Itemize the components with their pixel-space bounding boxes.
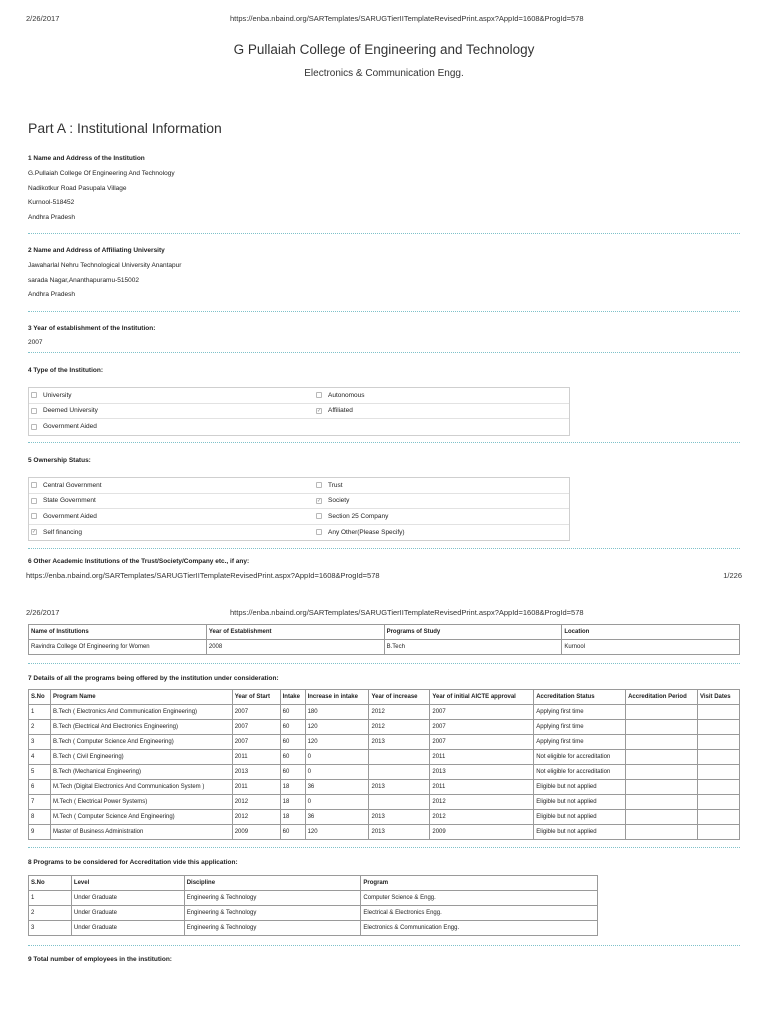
table-cell — [626, 810, 698, 825]
table-cell: Not eligible for accreditation — [534, 750, 626, 765]
table-cell: 60 — [280, 825, 305, 840]
table-cell — [697, 705, 739, 720]
table-cell: Computer Science & Engg. — [361, 891, 598, 906]
table-cell: 2007 — [232, 735, 280, 750]
table-cell: Applying first time — [534, 735, 626, 750]
table-cell: 60 — [280, 705, 305, 720]
option-row — [29, 478, 569, 494]
table-cell — [626, 780, 698, 795]
table-row — [29, 825, 740, 840]
table-cell — [697, 825, 739, 840]
table-cell: Under Graduate — [71, 891, 184, 906]
option-label: Society — [328, 497, 350, 505]
table-cell: Electronics & Communication Engg. — [361, 921, 598, 936]
table-cell: 2011 — [430, 750, 534, 765]
option-label: Trust — [328, 481, 343, 489]
table-cell: 2012 — [232, 810, 280, 825]
table-row — [29, 735, 740, 750]
option-trust[interactable] — [314, 482, 569, 489]
table-cell: Under Graduate — [71, 921, 184, 936]
table-cell — [626, 795, 698, 810]
table-row — [29, 921, 598, 936]
table-cell: 18 — [280, 795, 305, 810]
checkbox-icon[interactable] — [31, 498, 37, 504]
address-line: Andhra Pradesh — [28, 291, 75, 298]
programs-table — [28, 689, 740, 840]
table-cell: 4 — [29, 750, 51, 765]
question-7 — [28, 675, 740, 682]
question-title: 2 Name and Address of Affiliating University — [28, 247, 165, 254]
table-cell: M.Tech ( Electrical Power Systems) — [50, 795, 232, 810]
page-number: 1/226 — [723, 571, 742, 580]
institution-type-options — [28, 387, 570, 436]
address-line: Nadikotkur Road Pasupala Village — [28, 184, 127, 192]
table-row — [29, 891, 598, 906]
table-cell: Not eligible for accreditation — [534, 765, 626, 780]
table-cell — [369, 765, 430, 780]
option-row — [29, 419, 569, 435]
other-institutions-table — [28, 624, 740, 655]
section-divider — [28, 945, 740, 946]
table-header-row — [29, 876, 598, 891]
print-url: https://enba.nbaind.org/SARTemplates/SARUGTierIITemplateRevisedPrint.aspx?AppId=1608&ProgId=578 — [230, 608, 584, 617]
table-cell: 2012 — [430, 795, 534, 810]
table-cell — [697, 810, 739, 825]
table-cell: 60 — [280, 765, 305, 780]
column-header: Visit Dates — [697, 690, 739, 705]
option-label: Government Aided — [43, 512, 97, 520]
option-label: State Government — [43, 497, 96, 505]
table-cell: 60 — [280, 735, 305, 750]
table-cell — [697, 750, 739, 765]
option-label: Any Other(Please Specify) — [328, 528, 405, 536]
table-cell: 60 — [280, 720, 305, 735]
column-header: Location — [562, 625, 740, 640]
table-cell: Electrical & Electronics Engg. — [361, 906, 598, 921]
table-cell: Under Graduate — [71, 906, 184, 921]
table-cell: 2009 — [232, 825, 280, 840]
section-divider — [28, 442, 740, 443]
table-row — [29, 765, 740, 780]
ownership-status-options — [28, 477, 570, 541]
option-row — [29, 525, 569, 541]
option-affiliated[interactable] — [314, 407, 569, 414]
department-name: Electronics & Communication Engg. — [304, 68, 464, 79]
column-header: Year of initial AICTE approval — [430, 690, 534, 705]
table-cell: 2012 — [430, 810, 534, 825]
table-cell: 1 — [29, 705, 51, 720]
option-deemed-university[interactable] — [29, 407, 314, 414]
table-cell: B.Tech ( Computer Science And Engineering) — [50, 735, 232, 750]
question-title: 5 Ownership Status: — [28, 457, 91, 464]
table-cell: 0 — [305, 750, 369, 765]
checkbox-icon[interactable]: ✓ — [32, 529, 37, 536]
option-university[interactable] — [29, 392, 314, 399]
option-row — [29, 509, 569, 525]
column-header: Year of increase — [369, 690, 430, 705]
table-cell: Applying first time — [534, 720, 626, 735]
table-cell: 5 — [29, 765, 51, 780]
option-label: University — [43, 391, 72, 399]
table-cell — [626, 765, 698, 780]
section-divider — [28, 663, 740, 664]
section-divider — [28, 352, 740, 353]
question-title: 1 Name and Address of the Institution — [28, 155, 145, 162]
table-cell: 2 — [29, 906, 72, 921]
table-cell: 2011 — [430, 780, 534, 795]
table-cell: 120 — [305, 735, 369, 750]
column-header: Year of Establishment — [206, 625, 384, 640]
table-cell: 120 — [305, 720, 369, 735]
checkbox-icon[interactable] — [316, 482, 322, 488]
table-cell: 2007 — [430, 705, 534, 720]
table-cell: 2 — [29, 720, 51, 735]
table-header-row — [29, 690, 740, 705]
address-line: sarada Nagar,Ananthapuramu-515002 — [28, 276, 139, 284]
table-cell: 2007 — [430, 735, 534, 750]
table-cell: 2013 — [369, 780, 430, 795]
column-header: S.No — [29, 876, 72, 891]
table-cell: 6 — [29, 780, 51, 795]
table-cell: 9 — [29, 825, 51, 840]
table-cell: 2007 — [232, 705, 280, 720]
table-header-row — [29, 625, 740, 640]
question-6 — [28, 558, 740, 565]
column-header: Programs of Study — [384, 625, 562, 640]
table-cell: 0 — [305, 795, 369, 810]
section-divider — [28, 847, 740, 848]
option-self-financing[interactable] — [29, 529, 314, 536]
table-cell: 36 — [305, 780, 369, 795]
option-state-government[interactable] — [29, 497, 314, 504]
table-cell: 7 — [29, 795, 51, 810]
section-divider — [28, 311, 740, 312]
table-cell — [369, 795, 430, 810]
table-cell — [697, 765, 739, 780]
table-cell: B.Tech ( Civil Engineering) — [50, 750, 232, 765]
table-row — [29, 795, 740, 810]
question-title: 8 Programs to be considered for Accreditation vide this application: — [28, 859, 238, 866]
option-autonomous[interactable] — [314, 392, 569, 399]
option-label: Deemed University — [43, 407, 98, 415]
table-cell: Applying first time — [534, 705, 626, 720]
table-cell: Eligible but not applied — [534, 780, 626, 795]
checkbox-icon[interactable] — [316, 392, 322, 398]
table-cell: 8 — [29, 810, 51, 825]
table-cell: 2007 — [430, 720, 534, 735]
table-cell: 60 — [280, 750, 305, 765]
question-8 — [28, 859, 740, 866]
question-9 — [28, 956, 740, 963]
table-cell — [626, 750, 698, 765]
table-cell: Engineering & Technology — [184, 921, 361, 936]
table-cell: Ravindra College Of Engineering for Women — [29, 640, 207, 655]
question-2 — [28, 247, 740, 306]
table-cell: 18 — [280, 780, 305, 795]
print-date: 2/26/2017 — [26, 608, 60, 617]
table-cell: 180 — [305, 705, 369, 720]
option-any-other[interactable] — [314, 529, 569, 536]
option-government-aided[interactable] — [29, 423, 314, 430]
table-row — [29, 705, 740, 720]
address-line: Andhra Pradesh — [28, 213, 75, 221]
table-cell: 2012 — [369, 705, 430, 720]
table-row — [29, 906, 598, 921]
college-name: G Pullaiah College of Engineering and Technology — [233, 42, 535, 57]
establishment-year: 2007 — [28, 339, 43, 346]
table-cell: 2012 — [232, 795, 280, 810]
column-header: Program — [361, 876, 598, 891]
checkbox-icon[interactable]: ✓ — [317, 407, 322, 414]
column-header: Program Name — [50, 690, 232, 705]
table-cell: 2013 — [369, 825, 430, 840]
question-3 — [28, 325, 740, 346]
table-cell: 0 — [305, 765, 369, 780]
table-cell: 2013 — [369, 735, 430, 750]
checkbox-icon[interactable] — [316, 513, 322, 519]
option-label: Section 25 Company — [328, 512, 389, 520]
table-cell — [697, 780, 739, 795]
column-header: Name of Institutions — [29, 625, 207, 640]
option-row — [29, 494, 569, 510]
table-cell: 36 — [305, 810, 369, 825]
table-cell: Eligible but not applied — [534, 810, 626, 825]
table-row — [29, 810, 740, 825]
table-cell: 2011 — [232, 750, 280, 765]
question-title: 6 Other Academic Institutions of the Trust/Society/Company etc., if any: — [28, 558, 250, 565]
table-cell — [626, 825, 698, 840]
table-cell: B.Tech (Electrical And Electronics Engineering) — [50, 720, 232, 735]
table-cell — [369, 750, 430, 765]
address-line: Kurnool-518452 — [28, 199, 75, 206]
question-title: 4 Type of the Institution: — [28, 367, 103, 374]
print-date: 2/26/2017 — [26, 14, 60, 23]
column-header: Accreditation Period — [626, 690, 698, 705]
column-header: Level — [71, 876, 184, 891]
table-cell: 18 — [280, 810, 305, 825]
table-cell: 2013 — [430, 765, 534, 780]
table-cell: 120 — [305, 825, 369, 840]
table-cell — [626, 705, 698, 720]
checkbox-icon[interactable] — [316, 529, 322, 535]
option-government-aided[interactable] — [29, 513, 314, 520]
checkbox-icon[interactable] — [31, 482, 37, 488]
table-cell: 2013 — [369, 810, 430, 825]
option-row — [29, 404, 569, 420]
table-cell — [697, 795, 739, 810]
address-line: G.Pullaiah College Of Engineering And Technology — [28, 170, 175, 177]
table-row — [29, 720, 740, 735]
option-label: Central Government — [43, 481, 102, 489]
question-4 — [28, 367, 740, 374]
checkbox-icon[interactable]: ✓ — [317, 497, 322, 504]
column-header: Increase in intake — [305, 690, 369, 705]
question-title: 3 Year of establishment of the Institution: — [28, 325, 156, 332]
table-cell: 2011 — [232, 780, 280, 795]
table-cell: 2007 — [232, 720, 280, 735]
table-cell: Eligible but not applied — [534, 825, 626, 840]
table-row — [29, 780, 740, 795]
table-cell: B.Tech (Mechanical Engineering) — [50, 765, 232, 780]
table-cell: M.Tech (Digital Electronics And Communication System ) — [50, 780, 232, 795]
option-label: Self financing — [43, 528, 83, 536]
option-section-25-company[interactable] — [314, 513, 569, 520]
table-cell — [626, 735, 698, 750]
question-5 — [28, 457, 740, 464]
question-title: 7 Details of all the programs being offered by the institution under consideration: — [28, 675, 279, 682]
table-cell: B.Tech ( Electronics And Communication Engineering) — [50, 705, 232, 720]
table-cell — [697, 720, 739, 735]
table-cell: 2008 — [206, 640, 384, 655]
option-society[interactable] — [314, 497, 569, 504]
table-cell: 3 — [29, 921, 72, 936]
option-central-government[interactable] — [29, 482, 314, 489]
table-cell: Master of Business Administration — [50, 825, 232, 840]
column-header: Year of Start — [232, 690, 280, 705]
section-divider — [28, 233, 740, 234]
table-cell: 2013 — [232, 765, 280, 780]
checkbox-icon[interactable] — [31, 424, 37, 430]
table-cell: Engineering & Technology — [184, 906, 361, 921]
column-header: S.No — [29, 690, 51, 705]
table-cell: 3 — [29, 735, 51, 750]
table-cell: M.Tech ( Computer Science And Engineering) — [50, 810, 232, 825]
question-1 — [28, 155, 740, 228]
checkbox-icon[interactable] — [31, 408, 37, 414]
table-cell — [697, 735, 739, 750]
table-cell: 1 — [29, 891, 72, 906]
accreditation-programs-table — [28, 875, 598, 936]
address-line: Jawaharlal Nehru Technological University Anantapur — [28, 262, 182, 269]
option-row — [29, 388, 569, 404]
checkbox-icon[interactable] — [31, 513, 37, 519]
table-cell — [626, 720, 698, 735]
table-cell: 2012 — [369, 720, 430, 735]
option-label: Government Aided — [43, 423, 97, 431]
column-header: Discipline — [184, 876, 361, 891]
table-cell: 2009 — [430, 825, 534, 840]
table-row — [29, 640, 740, 655]
part-title: Part A : Institutional Information — [28, 120, 222, 136]
section-divider — [28, 548, 740, 549]
question-title: 9 Total number of employees in the institution: — [28, 956, 172, 963]
table-cell: Kurnool — [562, 640, 740, 655]
checkbox-icon[interactable] — [31, 392, 37, 398]
table-cell: Engineering & Technology — [184, 891, 361, 906]
column-header: Intake — [280, 690, 305, 705]
option-label: Affiliated — [328, 407, 353, 415]
print-url: https://enba.nbaind.org/SARTemplates/SARUGTierIITemplateRevisedPrint.aspx?AppId=1608&ProgId=578 — [230, 14, 584, 23]
table-cell: B.Tech — [384, 640, 562, 655]
print-url: https://enba.nbaind.org/SARTemplates/SARUGTierIITemplateRevisedPrint.aspx?AppId=1608&ProgId=578 — [26, 571, 380, 580]
table-row — [29, 750, 740, 765]
table-cell: Eligible but not applied — [534, 795, 626, 810]
option-label: Autonomous — [328, 391, 365, 399]
column-header: Accreditation Status — [534, 690, 626, 705]
